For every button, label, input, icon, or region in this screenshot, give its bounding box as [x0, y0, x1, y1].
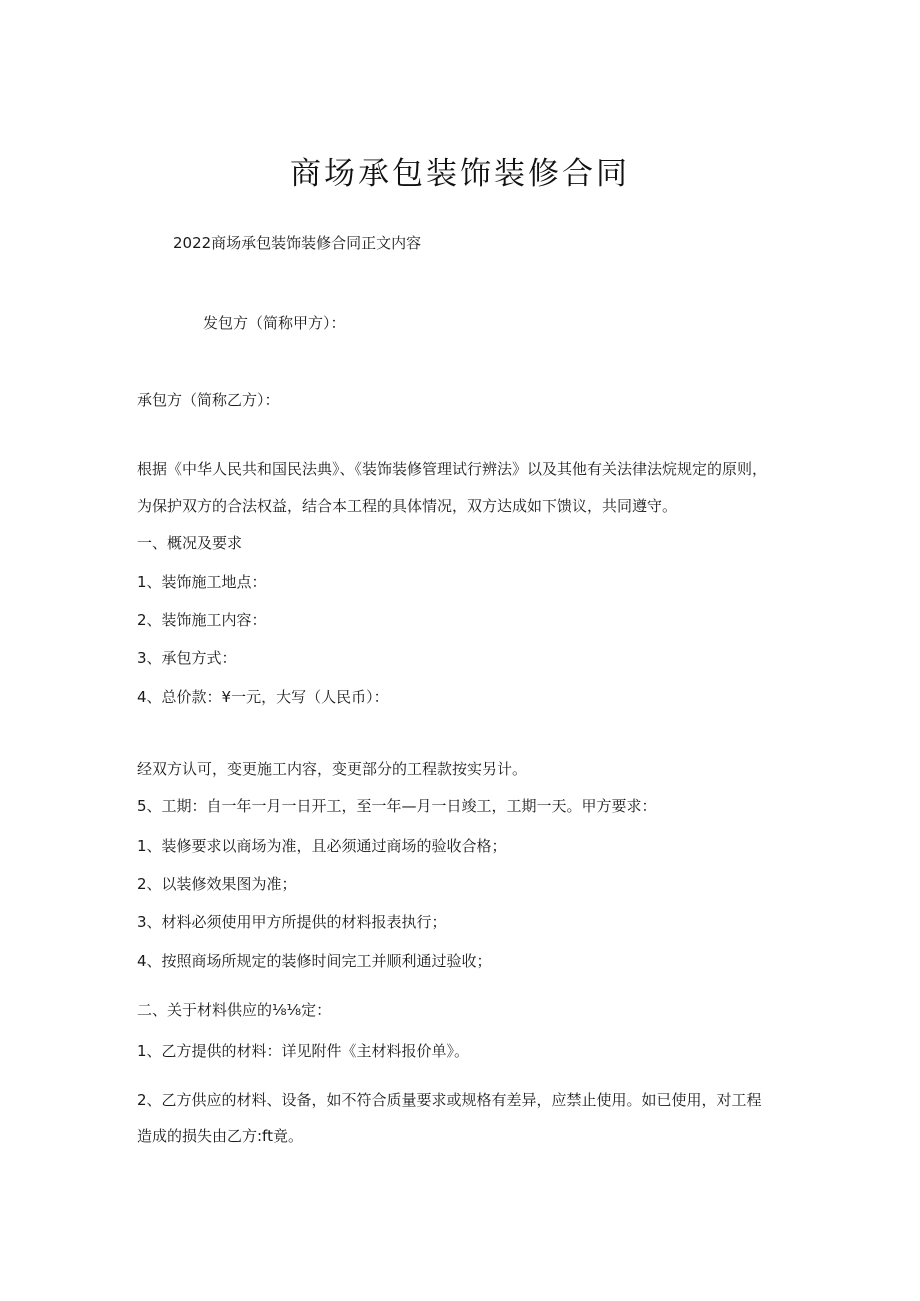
section-2-item-2-line-2: 造成的损失由乙方:ft竟。 [137, 1127, 303, 1145]
section-1-item-2: 2、装饰施工内容： [137, 611, 267, 629]
section-1-item-4: 4、总价款：¥一元，大写（人民币）： [137, 688, 389, 706]
requirement-4: 4、按照商场所规定的装修时间完工并顺利通过验收； [137, 952, 492, 970]
section-1-item-3: 3、承包方式： [137, 649, 237, 667]
section-2-item-2-line-1: 2、乙方供应的材料、设备，如不符合质量要求或规格有差异，应禁止使用。如已使用，对工程 [137, 1091, 762, 1109]
party-b-line: 承包方（简称乙方）： [137, 391, 280, 409]
party-a-line: 发包方（简称甲方）： [203, 314, 346, 332]
section-1-item-5: 5、工期：自一年一月一日开工，至一年—月一日竣工，工期一天。甲方要求： [137, 797, 657, 815]
section-2-heading: 二、关于材料供应的⅛⅛定： [137, 1001, 332, 1019]
preamble-line-1: 根据《中华人民共和国民法典》、《装饰装修管理试行辨法》以及其他有关法律法烷规定的原则， [137, 460, 768, 478]
section-1-item-1: 1、装饰施工地点： [137, 573, 267, 591]
section-2-item-1: 1、乙方提供的材料：详见附件《主材料报价单》。 [137, 1042, 470, 1060]
document-title: 商场承包装饰装修合同 [290, 156, 630, 192]
change-note: 经双方认可，变更施工内容，变更部分的工程款按实另计。 [137, 760, 528, 778]
requirement-2: 2、以装修效果图为准； [137, 875, 297, 893]
section-1-heading: 一、概况及要求 [137, 534, 243, 552]
requirement-3: 3、材料必须使用甲方所提供的材料报表执行； [137, 913, 447, 931]
preamble-line-2: 为保护双方的合法权益，结合本工程的具体情况，双方达成如下馈议，共同遵守。 [137, 497, 678, 515]
requirement-1: 1、装修要求以商场为准，且必须通过商场的验收合格； [137, 837, 507, 855]
document-subtitle: 2022商场承包装饰装修合同正文内容 [173, 234, 422, 252]
